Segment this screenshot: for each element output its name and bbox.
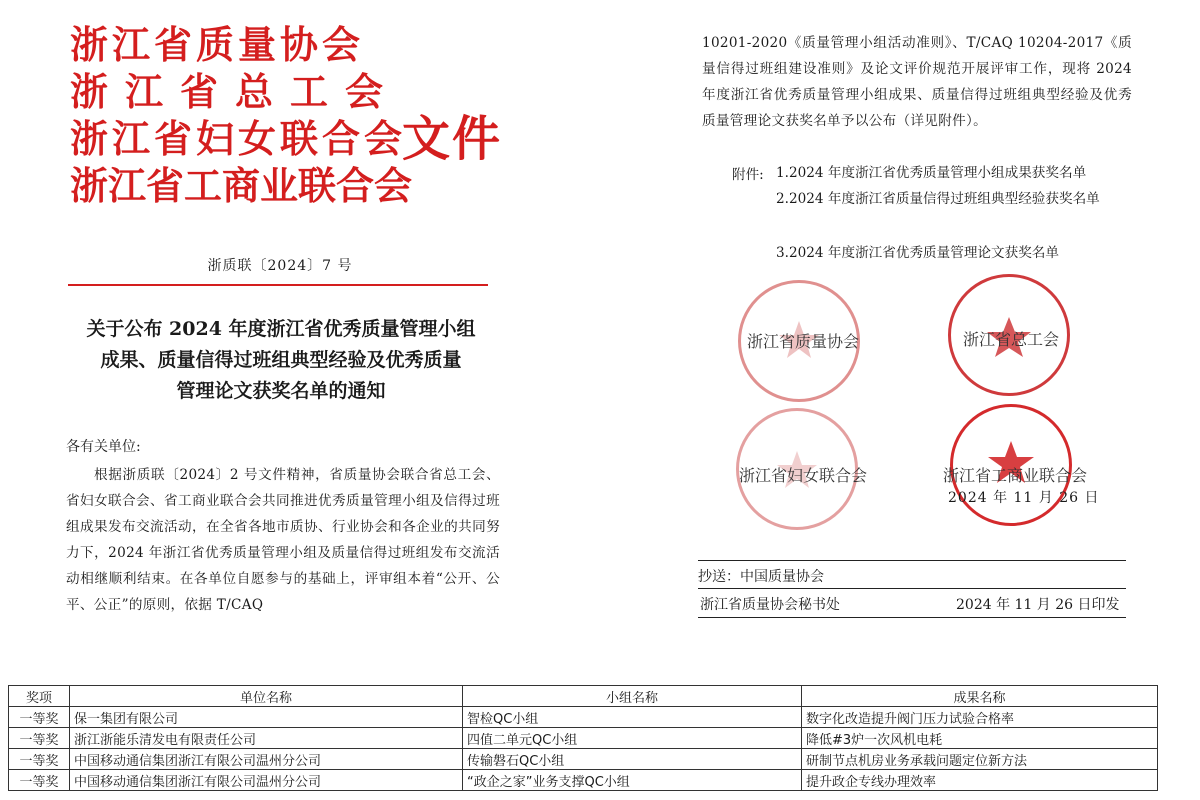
org-name: 浙江省工商业联合会 [70,164,413,208]
document-word: 文件 [402,111,503,167]
signoff-date: 2024 年 11 月 26 日 [948,490,1100,506]
document-number: 浙质联〔2024〕7 号 [207,258,353,274]
copy-to: 抄送：中国质量协会 [698,569,824,585]
salutation: 各有关单位: [66,439,141,455]
unit-name-cell: 中国移动通信集团浙江有限公司温州分公司 [70,770,463,791]
table-header-row [9,686,1158,707]
print-date: 2024 年 11 月 26 日印发 [956,597,1120,613]
table-row [9,749,1158,770]
seal-label: 浙江省总工会 [963,330,1060,349]
result-name-cell: 研制节点机房业务承载问题定位新方法 [802,749,1158,770]
body-paragraph-continued: 10201-2020《质量管理小组活动准则》、T/CAQ 10204-2017《质量信得过班组建设准则》及论文评价规范开展评审工作，现将 2024 年度浙江省优秀质量管理小组成果、质量信得过班组典型经验及优秀质量管理论文获奖名单予以公布（详见附件）。 [702,35,1132,129]
unit-name-cell: 浙江浙能乐清发电有限责任公司 [70,728,463,749]
org-name: 浙江省质量协会 [70,23,365,67]
table-row [9,728,1158,749]
title-line: 关于公布 2024 年度浙江省优秀质量管理小组 [86,318,476,340]
group-name-cell: 传输磐石QC小组 [463,749,802,770]
result-name-cell: 提升政企专线办理效率 [802,770,1158,791]
title-line: 成果、质量信得过班组典型经验及优秀质量 [100,349,462,371]
group-name-cell: 四值二单元QC小组 [463,728,802,749]
seal-label: 浙江省质量协会 [747,332,860,351]
org-name: 浙江省总工会 [70,70,401,114]
seal-quality-association [738,280,860,402]
title-line: 管理论文获奖名单的通知 [176,380,386,402]
divider [698,560,1126,561]
org-name: 浙江省妇女联合会 [70,117,407,161]
award-table [8,685,1158,791]
notice-title [66,314,496,407]
table-row [9,707,1158,728]
award-level-cell: 一等奖 [9,707,70,728]
seal-womens-federation [736,408,868,530]
column-header: 奖项 [9,686,70,707]
table-row [9,770,1158,791]
body-paragraph: 根据浙质联〔2024〕2 号文件精神，省质量协会联合省总工会、省妇女联合会、省工商业联合会共同推进优秀质量管理小组及信得过班组成果发布交流活动，在全省各地市质协、行业协会和各企业的共同努力下，2024 年浙江省优秀质量管理小组及质量信得过班组发布交流活动相继顺利结束。在各单位自愿参与的基础上，评审组本着“公开、公平、公正”的原则，依据 T/CAQ [66,467,500,613]
seal-trade-union [948,274,1070,396]
result-name-cell: 数字化改造提升阀门压力试验合格率 [802,707,1158,728]
column-header: 成果名称 [802,686,1158,707]
award-level-cell: 一等奖 [9,770,70,791]
seal-label: 浙江省工商业联合会 [943,466,1088,485]
result-name-cell: 降低#3炉一次风机电耗 [802,728,1158,749]
divider [698,588,1126,589]
issuing-organizations [70,22,412,210]
attachment-item: 1.2024 年度浙江省优秀质量管理小组成果获奖名单 [776,165,1087,181]
group-name-cell: “政企之家”业务支撑QC小组 [463,770,802,791]
attachments-label: 附件: [732,167,764,183]
divider [698,617,1126,618]
unit-name-cell: 中国移动通信集团浙江有限公司温州分公司 [70,749,463,770]
group-name-cell: 智检QC小组 [463,707,802,728]
red-divider [68,284,488,286]
column-header: 单位名称 [70,686,463,707]
award-level-cell: 一等奖 [9,749,70,770]
attachment-item: 3.2024 年度浙江省优秀质量管理论文获奖名单 [776,245,1059,261]
attachment-item: 2.2024 年度浙江省质量信得过班组典型经验获奖名单 [776,191,1100,207]
issuing-office: 浙江省质量协会秘书处 [700,597,840,613]
unit-name-cell: 保一集团有限公司 [70,707,463,728]
award-level-cell: 一等奖 [9,728,70,749]
column-header: 小组名称 [463,686,802,707]
seal-label: 浙江省妇女联合会 [739,466,868,485]
seal-commerce-federation [943,404,1088,526]
